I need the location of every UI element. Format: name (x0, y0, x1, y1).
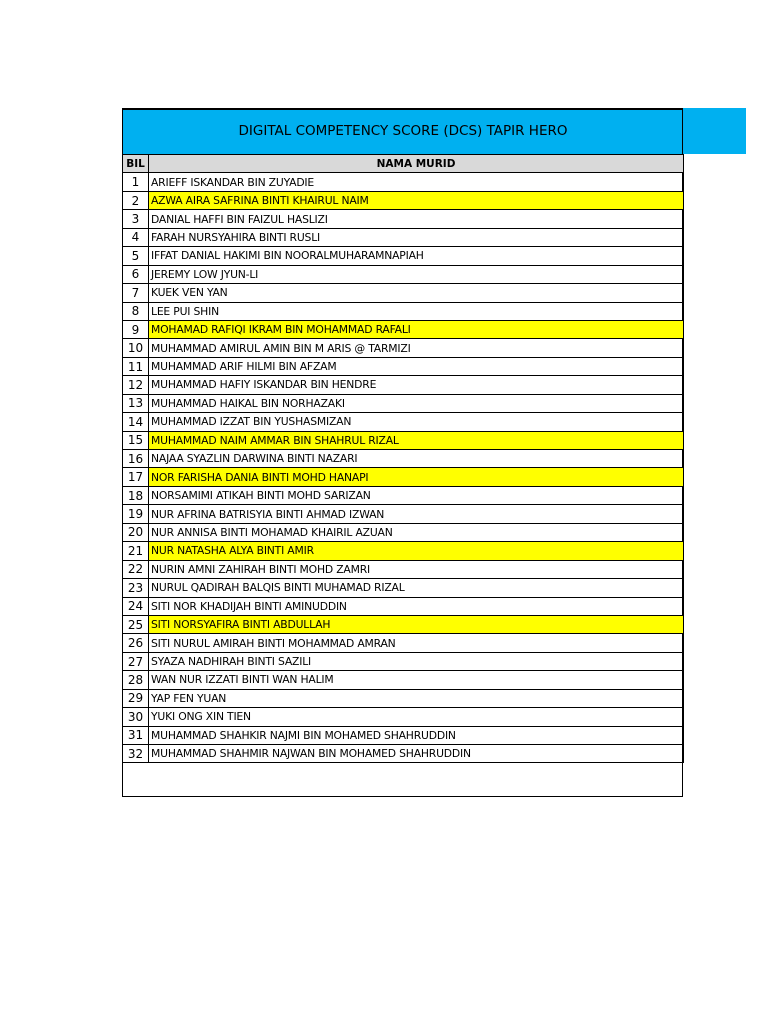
row-number: 23 (123, 579, 149, 597)
table-row (123, 376, 684, 394)
student-name: MOHAMAD RAFIQI IKRAM BIN MOHAMMAD RAFALI (149, 320, 684, 338)
page-title: DIGITAL COMPETENCY SCORE (DCS) TAPIR HERO (238, 123, 568, 139)
table-row (123, 302, 684, 320)
student-name: MUHAMMAD HAFIY ISKANDAR BIN HENDRE (149, 376, 684, 394)
student-name: MUHAMMAD ARIF HILMI BIN AFZAM (149, 357, 684, 375)
table-row (123, 320, 684, 338)
student-name: MUHAMMAD SHAHKIR NAJMI BIN MOHAMED SHAHRUDDIN (149, 726, 684, 744)
table-row (123, 542, 684, 560)
student-name: MUHAMMAD AMIRUL AMIN BIN M ARIS @ TARMIZI (149, 339, 684, 357)
row-number: 18 (123, 486, 149, 504)
student-name: NUR ANNISA BINTI MOHAMAD KHAIRIL AZUAN (149, 523, 684, 541)
row-number: 30 (123, 708, 149, 726)
student-name: ARIEFF ISKANDAR BIN ZUYADIE (149, 173, 684, 191)
table-row (123, 468, 684, 486)
student-name: NURUL QADIRAH BALQIS BINTI MUHAMAD RIZAL (149, 579, 684, 597)
row-number: 11 (123, 357, 149, 375)
student-name: JEREMY LOW JYUN-LI (149, 265, 684, 283)
row-number: 13 (123, 394, 149, 412)
row-number: 7 (123, 284, 149, 302)
table-row (123, 486, 684, 504)
student-name: NUR AFRINA BATRISYIA BINTI AHMAD IZWAN (149, 505, 684, 523)
student-name: MUHAMMAD HAIKAL BIN NORHAZAKI (149, 394, 684, 412)
row-number: 19 (123, 505, 149, 523)
row-number: 32 (123, 745, 149, 763)
table-row (123, 339, 684, 357)
table-row (123, 431, 684, 449)
row-number: 21 (123, 542, 149, 560)
table-row (123, 523, 684, 541)
row-number: 8 (123, 302, 149, 320)
student-name: IFFAT DANIAL HAKIMI BIN NOORALMUHARAMNAPIAH (149, 247, 684, 265)
row-number: 24 (123, 597, 149, 615)
student-name: NUR NATASHA ALYA BINTI AMIR (149, 542, 684, 560)
row-number: 22 (123, 560, 149, 578)
row-number: 12 (123, 376, 149, 394)
student-name: NOR FARISHA DANIA BINTI MOHD HANAPI (149, 468, 684, 486)
table-row (123, 228, 684, 246)
student-name: MUHAMMAD NAIM AMMAR BIN SHAHRUL RIZAL (149, 431, 684, 449)
row-number: 3 (123, 210, 149, 228)
column-header-nama-murid: NAMA MURID (149, 155, 684, 173)
table-row (123, 413, 684, 431)
row-number: 26 (123, 634, 149, 652)
table-row (123, 191, 684, 209)
student-name: LEE PUI SHIN (149, 302, 684, 320)
row-number: 10 (123, 339, 149, 357)
row-number: 20 (123, 523, 149, 541)
table-row (123, 671, 684, 689)
row-number: 2 (123, 191, 149, 209)
student-name: WAN NUR IZZATI BINTI WAN HALIM (149, 671, 684, 689)
table-header-row (123, 155, 684, 173)
student-name: NORSAMIMI ATIKAH BINTI MOHD SARIZAN (149, 486, 684, 504)
student-name: AZWA AIRA SAFRINA BINTI KHAIRUL NAIM (149, 191, 684, 209)
table-row (123, 173, 684, 191)
table-body (123, 173, 684, 763)
student-name: SYAZA NADHIRAH BINTI SAZILI (149, 652, 684, 670)
table-row (123, 579, 684, 597)
table-row (123, 394, 684, 412)
table-row (123, 708, 684, 726)
table-row (123, 265, 684, 283)
table-row (123, 210, 684, 228)
row-number: 6 (123, 265, 149, 283)
table-row (123, 615, 684, 633)
table-row (123, 745, 684, 763)
row-number: 29 (123, 689, 149, 707)
table-row (123, 505, 684, 523)
student-name: KUEK VEN YAN (149, 284, 684, 302)
table-row (123, 247, 684, 265)
row-number: 16 (123, 450, 149, 468)
student-name: MUHAMMAD IZZAT BIN YUSHASMIZAN (149, 413, 684, 431)
student-name: MUHAMMAD SHAHMIR NAJWAN BIN MOHAMED SHAHRUDDIN (149, 745, 684, 763)
student-name: YUKI ONG XIN TIEN (149, 708, 684, 726)
table-row (123, 634, 684, 652)
column-header-bil: BIL (123, 155, 149, 173)
table-row (123, 597, 684, 615)
table-row (123, 689, 684, 707)
row-number: 1 (123, 173, 149, 191)
row-number: 15 (123, 431, 149, 449)
row-number: 9 (123, 320, 149, 338)
row-number: 31 (123, 726, 149, 744)
table-row (123, 357, 684, 375)
row-number: 28 (123, 671, 149, 689)
row-number: 25 (123, 615, 149, 633)
student-name: SITI NOR KHADIJAH BINTI AMINUDDIN (149, 597, 684, 615)
student-name: NURIN AMNI ZAHIRAH BINTI MOHD ZAMRI (149, 560, 684, 578)
row-number: 4 (123, 228, 149, 246)
table-row (123, 560, 684, 578)
student-name: FARAH NURSYAHIRA BINTI RUSLI (149, 228, 684, 246)
student-name: SITI NURUL AMIRAH BINTI MOHAMMAD AMRAN (149, 634, 684, 652)
student-name: NAJAA SYAZLIN DARWINA BINTI NAZARI (149, 450, 684, 468)
row-number: 17 (123, 468, 149, 486)
table-row (123, 726, 684, 744)
row-number: 5 (123, 247, 149, 265)
table-row (123, 450, 684, 468)
student-name: YAP FEN YUAN (149, 689, 684, 707)
row-number: 27 (123, 652, 149, 670)
row-number: 14 (123, 413, 149, 431)
table-row (123, 652, 684, 670)
student-name: SITI NORSYAFIRA BINTI ABDULLAH (149, 615, 684, 633)
student-table (122, 154, 684, 763)
student-name: DANIAL HAFFI BIN FAIZUL HASLIZI (149, 210, 684, 228)
table-row (123, 284, 684, 302)
